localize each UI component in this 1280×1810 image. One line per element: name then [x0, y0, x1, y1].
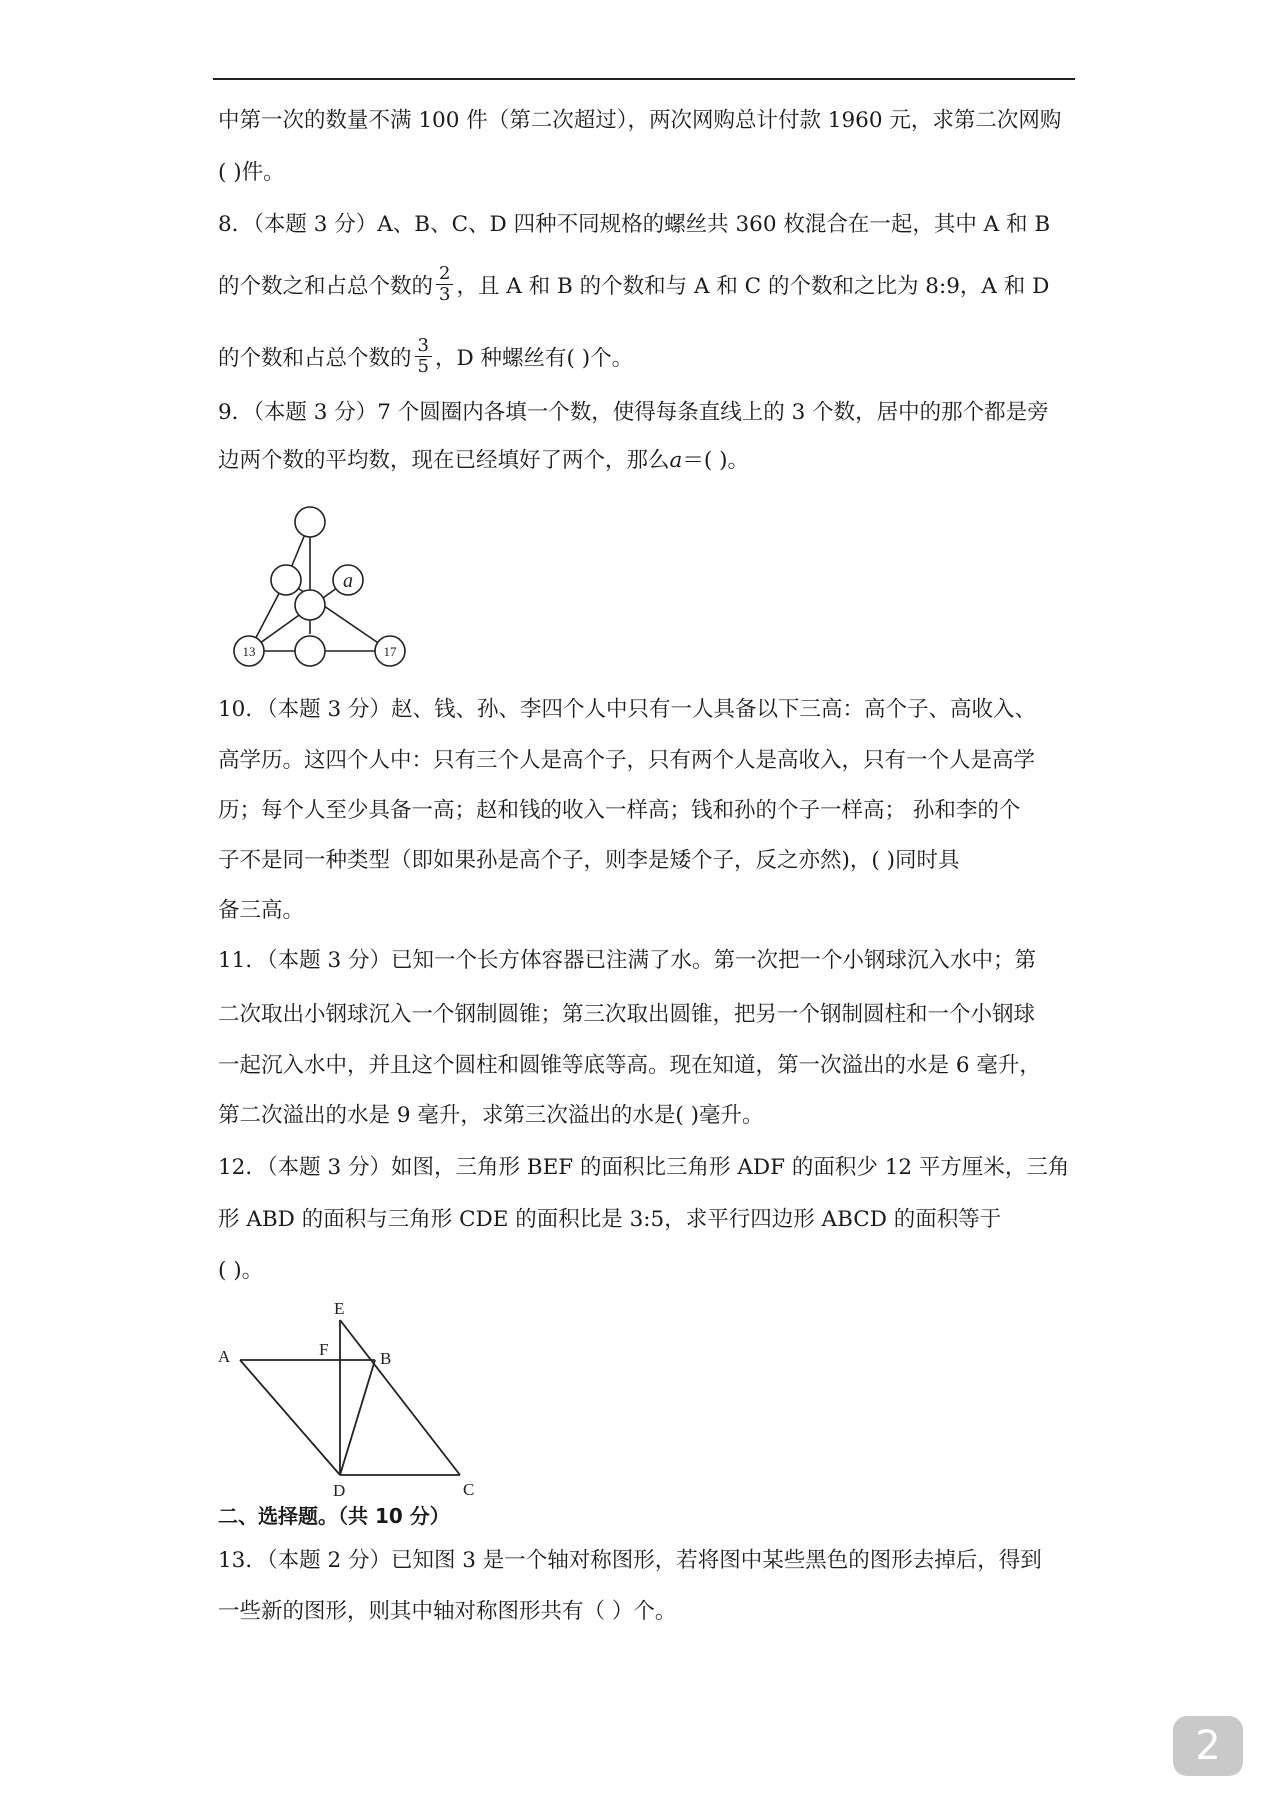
q10-line-2: 高学历。这四个人中：只有三个人是高个子，只有两个人是高收入，只有一个人是高学 — [218, 748, 1036, 773]
segment-EC — [340, 1320, 460, 1475]
q11-line-2: 二次取出小钢球沉入一个钢制圆锥；第三次取出圆锥，把另一个钢制圆柱和一个小钢球 — [218, 1002, 1036, 1027]
fraction-two-thirds — [436, 264, 453, 305]
q8-line-3 — [218, 335, 634, 379]
q8-line-3-end: ，D 种螺丝有( )个。 — [434, 345, 634, 371]
q10-line-1: 10．（本题 3 分）赵、钱、孙、李四个人中只有一人具备以下三高：高个子、高收入、 — [218, 697, 1036, 722]
q13-line-1: 13．（本题 2 分）已知图 3 是一个轴对称图形，若将图中某些黑色的图形去掉后，得到 — [218, 1548, 1042, 1573]
q10-line-3: 历；每个人至少具备一高；赵和钱的收入一样高；钱和孙的个子一样高； 孙和李的个 — [218, 798, 1021, 823]
fraction-numerator: 3 — [415, 336, 432, 357]
q9-line-2-end: ＝( )。 — [682, 448, 749, 473]
circle-center — [295, 590, 325, 620]
q9-line-2-start: 边两个数的平均数，现在已经填好了两个，那么 — [218, 448, 670, 473]
circle-left — [271, 565, 301, 595]
circle-bottom-middle — [295, 636, 325, 666]
label-E: E — [334, 1300, 345, 1318]
q8-line-3-start: 的个数和占总个数的 — [218, 345, 412, 371]
label-13: 13 — [242, 644, 256, 659]
q8-line-2-end: ，且 A 和 B 的个数和与 A 和 C 的个数和之比为 8:9，A 和 D — [456, 273, 1050, 299]
label-B: B — [380, 1349, 392, 1368]
q12-line-1: 12．（本题 3 分）如图，三角形 BEF 的面积比三角形 ADF 的面积少 12 平方厘米，三角 — [218, 1155, 1070, 1180]
q7-line-2: ( )件。 — [218, 160, 285, 185]
q11-line-1: 11．（本题 3 分）已知一个长方体容器已注满了水。第一次把一个小钢球沉入水中；第 — [218, 948, 1036, 973]
q9-variable-a: a — [669, 448, 683, 473]
q9-line-1: 9．（本题 3 分）7 个圆圈内各填一个数，使得每条直线上的 3 个数，居中的那个都是旁 — [218, 400, 1049, 425]
q12-line-3: ( )。 — [218, 1258, 264, 1283]
fraction-denominator: 3 — [439, 284, 451, 305]
q9-line-2 — [218, 446, 749, 476]
q9-circle-figure — [220, 498, 420, 678]
q11-line-3: 一起沉入水中，并且这个圆柱和圆锥等底等高。现在知道，第一次溢出的水是 6 毫升， — [218, 1053, 1041, 1078]
segment-AD — [240, 1360, 340, 1475]
q8-line-2 — [218, 263, 1050, 307]
label-17: 17 — [383, 644, 397, 659]
label-A: A — [218, 1347, 231, 1366]
fraction-denominator: 5 — [417, 356, 429, 377]
label-a: a — [343, 570, 353, 592]
fraction-three-fifths — [415, 336, 432, 377]
q8-line-1: 8．（本题 3 分）A、B、C、D 四种不同规格的螺丝共 360 枚混合在一起，其中 A 和 B — [218, 212, 1051, 237]
label-F: F — [319, 1340, 329, 1359]
header-rule — [213, 78, 1075, 80]
label-D: D — [333, 1481, 346, 1500]
q7-line-1: 中第一次的数量不满 100 件（第二次超过），两次网购总计付款 1960 元，求第二次网购 — [218, 108, 1062, 133]
q12-parallelogram-figure — [210, 1300, 490, 1500]
q13-line-2: 一些新的图形，则其中轴对称图形共有（ ）个。 — [218, 1599, 677, 1624]
section-heading: 二、选择题。（共 10 分） — [218, 1504, 450, 1528]
fraction-numerator: 2 — [436, 264, 453, 285]
page-number-badge: 2 — [1173, 1716, 1243, 1776]
q8-line-2-start: 的个数之和占总个数的 — [218, 273, 434, 299]
q10-line-5: 备三高。 — [218, 898, 305, 923]
q12-line-2: 形 ABD 的面积与三角形 CDE 的面积比是 3:5，求平行四边形 ABCD 的面积等于 — [218, 1207, 1002, 1232]
q10-line-4: 子不是同一种类型（即如果孙是高个子，则李是矮个子，反之亦然)，( )同时具 — [218, 848, 960, 873]
segment-BD — [340, 1360, 375, 1475]
circle-top — [295, 507, 325, 537]
q11-line-4: 第二次溢出的水是 9 毫升，求第三次溢出的水是( )毫升。 — [218, 1103, 764, 1128]
label-C: C — [463, 1480, 475, 1499]
